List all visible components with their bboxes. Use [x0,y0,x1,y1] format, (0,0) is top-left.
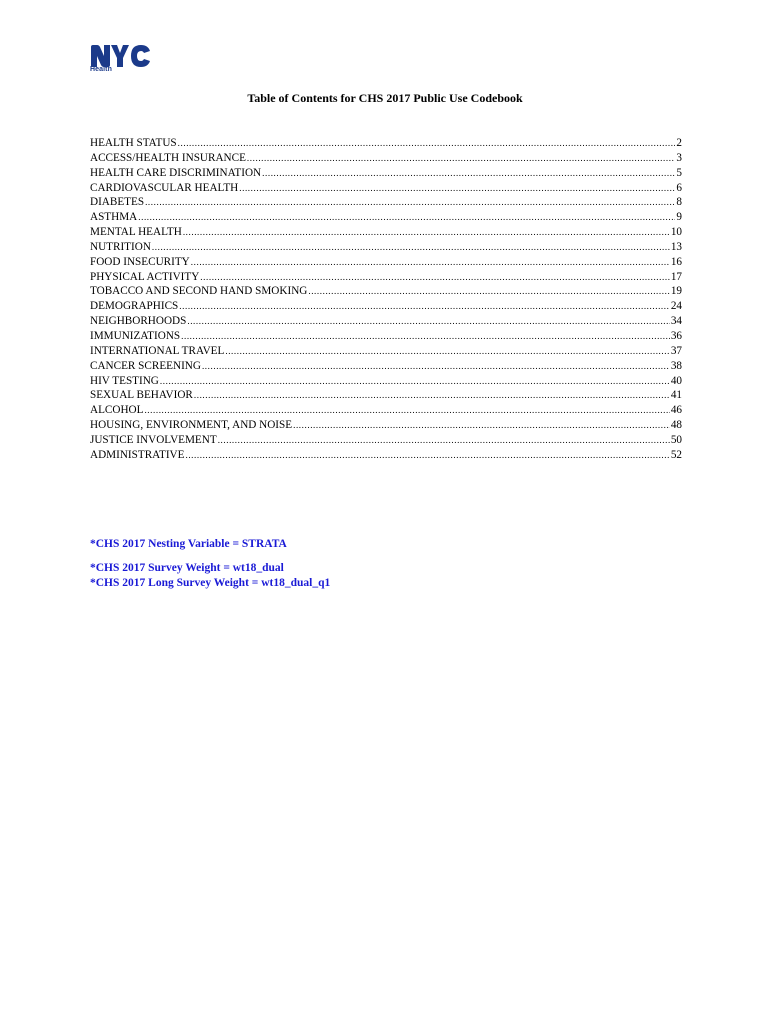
toc-entry-label: HIV TESTING [90,374,159,387]
toc-entry[interactable] [90,284,682,299]
toc-entry-label: HEALTH STATUS [90,137,177,149]
toc-entry[interactable] [90,344,682,359]
toc-dot-leader [178,136,676,151]
logo-caption: Health [90,66,112,73]
toc-entry[interactable] [90,448,682,463]
toc-entry-label: NUTRITION [90,240,151,253]
toc-entry-label: HEALTH CARE DISCRIMINATION [90,166,262,179]
toc-entry[interactable] [90,136,682,151]
nesting-variable-note: *CHS 2017 Nesting Variable = STRATA [90,538,287,550]
toc-dot-leader [191,255,670,270]
survey-weight-note: *CHS 2017 Survey Weight = wt18_dual [90,562,284,574]
toc-entry-page: 48 [670,419,682,432]
toc-entry[interactable] [90,255,682,270]
toc-dot-leader [152,240,670,255]
toc-entry-label: CARDIOVASCULAR HEALTH [90,181,239,194]
toc-entry-page: 38 [670,359,682,372]
toc-entry-label: FOOD INSECURITY [90,255,190,268]
toc-entry-label: JUSTICE INVOLVEMENT [90,433,217,446]
toc-entry[interactable] [90,403,682,418]
toc-entry-page: 52 [670,448,682,461]
toc-entry[interactable] [90,299,682,314]
toc-dot-leader [293,418,670,433]
toc-entry[interactable] [90,388,682,403]
toc-entry[interactable] [90,210,682,225]
nyc-logo-icon [90,44,152,68]
toc-entry-label: ASTHMA [90,211,138,224]
toc-entry-label: PHYSICAL ACTIVITY [90,270,200,283]
toc-entry[interactable] [90,374,682,389]
toc-entry-label: ALCOHOL [90,404,144,417]
toc-entry-page: 9 [676,211,682,224]
toc-dot-leader [185,448,669,463]
toc-entry-page: 24 [670,300,682,313]
toc-dot-leader [308,284,669,299]
toc-entry-label: MENTAL HEALTH [90,226,182,239]
toc-entry-label: IMMUNIZATIONS [90,329,181,342]
toc-dot-leader [179,299,670,314]
toc-dot-leader [194,388,670,403]
page-title: Table of Contents for CHS 2017 Public Use Codebook [247,91,523,105]
toc-entry-page: 8 [676,196,682,209]
toc-dot-leader [218,433,670,448]
toc-dot-leader [262,166,675,181]
toc-dot-leader [200,270,670,285]
toc-dot-leader [239,181,675,196]
toc-entry-label: TOBACCO AND SECOND HAND SMOKING [90,285,308,298]
toc-entry-page: 3 [676,151,682,164]
toc-entry-page: 50 [670,433,682,446]
toc-entry[interactable] [90,433,682,448]
toc-dot-leader [183,225,670,240]
toc-dot-leader [181,329,670,344]
toc-entry[interactable] [90,166,682,181]
toc-dot-leader [145,195,675,210]
long-survey-weight-note: *CHS 2017 Long Survey Weight = wt18_dual_q1 [90,577,331,589]
notes-block [90,537,330,591]
toc-entry[interactable] [90,270,682,285]
toc-entry-page: 19 [670,285,682,298]
toc-entry-page: 2 [676,137,682,149]
toc-entry[interactable] [90,359,682,374]
toc-entry-label: NEIGHBORHOODS [90,315,187,328]
toc-entry[interactable] [90,225,682,240]
toc-entry-page: 16 [670,255,682,268]
toc-entry-page: 36 [670,329,682,342]
toc-entry[interactable] [90,181,682,196]
toc-entry-page: 41 [670,389,682,402]
toc-dot-leader [160,374,670,389]
toc-dot-leader [144,403,669,418]
toc-entry-page: 34 [670,315,682,328]
toc-dot-leader [247,151,675,166]
toc-dot-leader [225,344,669,359]
toc-entry-page: 46 [670,404,682,417]
toc-entry-page: 5 [676,166,682,179]
toc-entry-page: 37 [670,344,682,357]
toc-entry-page: 40 [670,374,682,387]
toc-entry[interactable] [90,314,682,329]
toc-entry-label: ADMINISTRATIVE [90,448,185,461]
toc-entry-page: 6 [676,181,682,194]
toc-entry[interactable] [90,240,682,255]
toc-entry-label: DIABETES [90,196,145,209]
toc-entry-page: 13 [670,240,682,253]
toc-dot-leader [138,210,675,225]
toc-entry-label: DEMOGRAPHICS [90,300,179,313]
toc-dot-leader [187,314,669,329]
toc-entry[interactable] [90,195,682,210]
toc-entry-label: INTERNATIONAL TRAVEL [90,344,225,357]
toc-entry-label: ACCESS/HEALTH INSURANCE [90,151,246,164]
table-of-contents [90,136,682,463]
toc-entry-page: 10 [670,226,682,239]
toc-entry[interactable] [90,418,682,433]
toc-dot-leader [202,359,670,374]
toc-entry[interactable] [90,151,682,166]
toc-entry-label: SEXUAL BEHAVIOR [90,389,193,402]
toc-entry-label: HOUSING, ENVIRONMENT, AND NOISE [90,419,293,432]
toc-entry-label: CANCER SCREENING [90,359,201,372]
toc-entry[interactable] [90,329,682,344]
toc-entry-page: 17 [670,270,682,283]
